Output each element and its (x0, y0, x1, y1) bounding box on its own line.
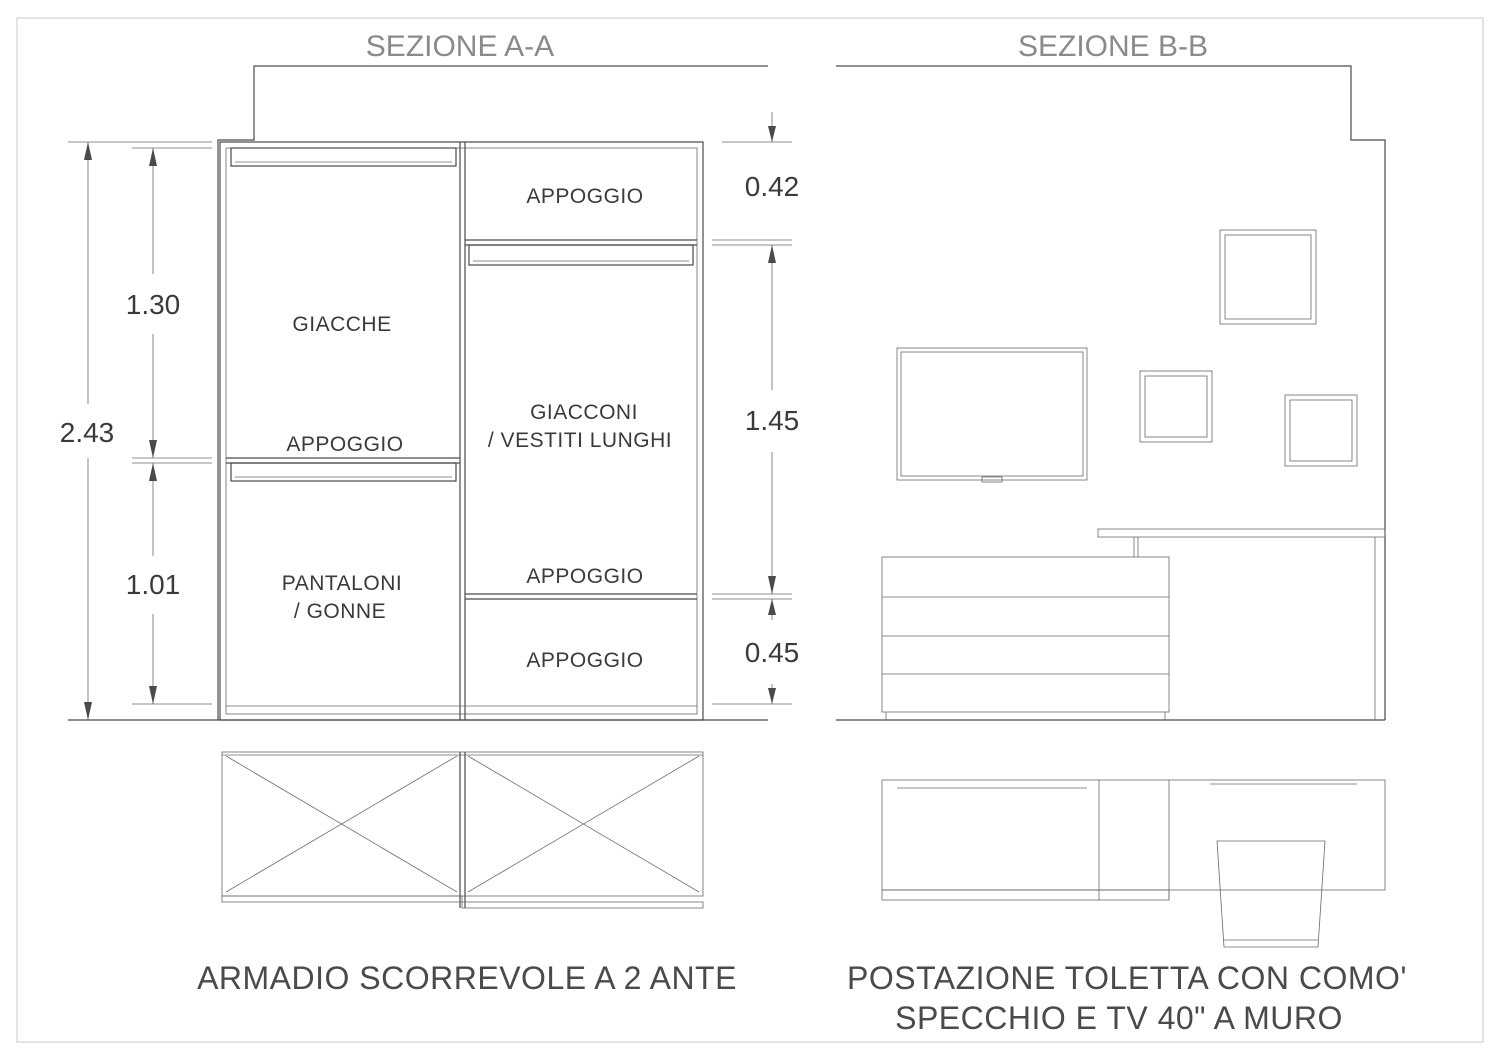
label-appoggio-top-right: APPOGGIO (526, 185, 644, 208)
console-desk (1098, 529, 1385, 720)
caption-wardrobe: ARMADIO SCORREVOLE A 2 ANTE (197, 960, 737, 996)
dimension-upper-left: 1.30 (125, 289, 181, 320)
label-giacche: GIACCHE (292, 313, 392, 336)
dimension-bottom-right: 0.45 (744, 637, 800, 668)
dimension-middle-right: 1.45 (744, 405, 800, 436)
dimension-top-right: 0.42 (744, 171, 800, 202)
dimension-total-height: 2.43 (59, 417, 115, 448)
label-pantaloni-line2: / GONNE (293, 600, 387, 623)
caption-console-line1: POSTAZIONE TOLETTA CON COMO' (846, 960, 1408, 996)
dimension-lower-left: 1.01 (125, 569, 181, 600)
label-appoggio-mid-right: APPOGGIO (526, 565, 644, 588)
label-giacconi-line1: GIACCONI (530, 401, 638, 424)
mirror-frames (1140, 230, 1357, 466)
tv-screen (897, 348, 1087, 482)
label-appoggio-left: APPOGGIO (286, 433, 404, 456)
caption-console-line2: SPECCHIO E TV 40" A MURO (895, 1000, 1343, 1036)
label-pantaloni-line1: PANTALONI (281, 572, 403, 595)
chest-of-drawers (882, 557, 1169, 720)
label-appoggio-bottom-right: APPOGGIO (526, 649, 644, 672)
console-plan-view (882, 780, 1385, 947)
section-b-ceiling-outline (836, 66, 1385, 720)
section-a-title: SEZIONE A-A (365, 30, 555, 63)
label-giacconi-line2: / VESTITI LUNGHI (487, 429, 673, 452)
section-b-title: SEZIONE B-B (1017, 30, 1209, 63)
wardrobe-plan-view (222, 752, 703, 908)
